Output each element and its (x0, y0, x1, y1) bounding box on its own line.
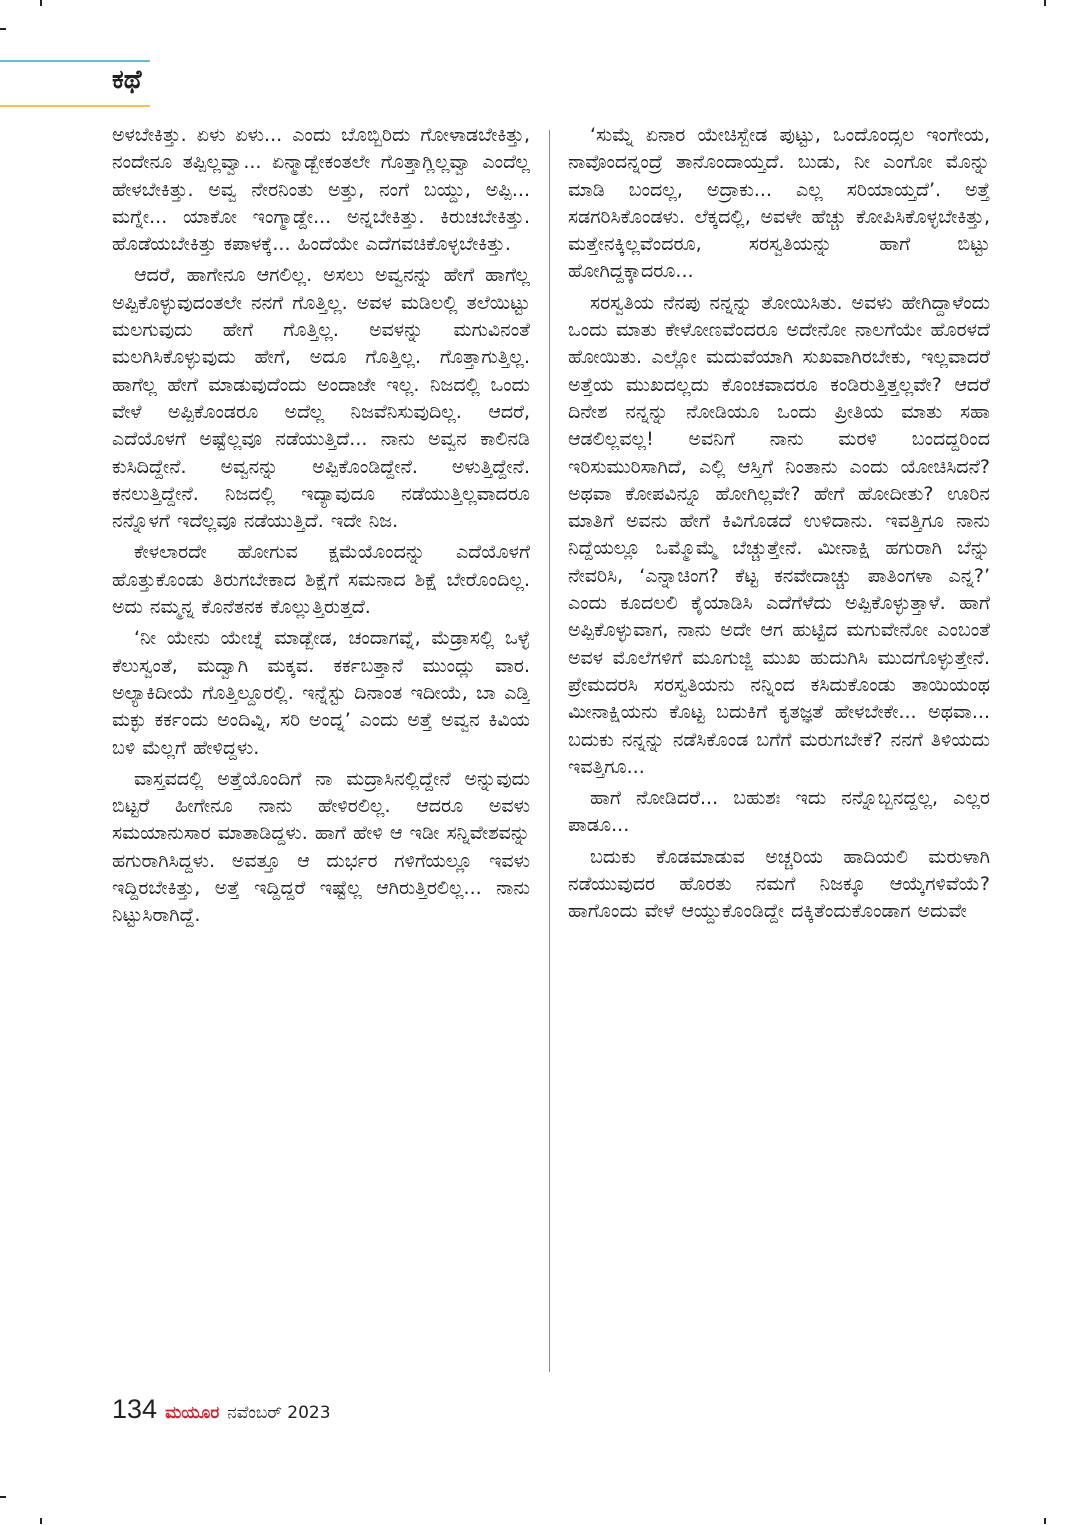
article-paragraph: ಕೇಳಲಾರದೇ ಹೋಗುವ ಕ್ಷಮೆಯೊಂದನ್ನು ಎದೆಯೊಳಗೆ ಹೊತ್ತುಕೊಂಡು ತಿರುಗಬೇಕಾದ ಶಿಕ್ಷೆಗೆ ಸಮನಾದ ಶಿಕ್ಷೆ ಬೇರೊಂದಿಲ್ಲ. ಅದು ನಮ್ಮನ್ನ ಕೊನೆತನಕ ಕೊಲ್ಲುತ್ತಿರುತ್ತದೆ. (112, 541, 530, 619)
right-column (568, 122, 990, 1384)
crop-mark-bottom-left-vertical (40, 1518, 42, 1524)
page-footer (112, 1394, 331, 1430)
article-paragraph: ‘ನೀ ಯೇನು ಯೇಚ್ನೆ ಮಾಡ್ಬೇಡ, ಚಂದಾಗವ್ನೆ, ಮೆಡ್ರಾಸಲ್ಲಿ ಒಳ್ಳೆ ಕೆಲುಸ್ವಂತೆ, ಮದ್ವಾಗಿ ಮಕ್ಕವ. ಕರ್ಕಬತ್ತಾನೆ ಮುಂದ್ಲು ವಾರ. ಅಲ್ಯಾಕಿದೀಯೆ ಗೊತ್ತಿಲ್ದೂರಲ್ಲಿ. ಇನ್ನೆಸ್ಟು ದಿನಾಂತ ಇದೀಯೆ, ಬಾ ಎಡ್ತಿ ಮಕ್ಳು ಕರ್ಕಂದು ಅಂದಿವ್ನಿ, ಸರಿ ಅಂದ್ನ’ ಎಂದು ಅತ್ತೆ ಅವ್ವನ ಕಿವಿಯ ಬಳಿ ಮೆಲ್ಲಗೆ ಹೇಳಿದ್ದಳು. (112, 627, 530, 759)
article-paragraph: ಅಳಬೇಕಿತ್ತು. ಏಳು ಏಳು... ಎಂದು ಬೊಬ್ಬಿರಿದು ಗೋಳಾಡಬೇಕಿತ್ತು, ನಂದೇನೂ ತಪ್ಪಿಲ್ಲವ್ವಾ... ಏನ್ಮಾಡ್ಬೇಕಂತಲೇ ಗೊತ್ತಾಗ್ಲಿಲ್ಲವ್ವಾ ಎಂದೆಲ್ಲ ಹೇಳಬೇಕಿತ್ತು. ಅವ್ವ ನೇರನಿಂತು ಅತ್ತು, ನಂಗೆ ಬಯ್ದು, ಅಪ್ಪಿ... ಮಗ್ನೇ... ಯಾಕೋ ಇಂಗ್ಮಾಡ್ದೇ... ಅನ್ನಬೇಕಿತ್ತು. ಕಿರುಚಬೇಕಿತ್ತು. ಹೊಡೆಯಬೇಕಿತ್ತು ಕಪಾಳಕ್ಕೆ... ಹಿಂದೆಯೇ ಎದೆಗವಚಿಕೊಳ್ಳಬೇಕಿತ್ತು. (112, 124, 530, 256)
crop-mark-top-right (1044, 0, 1046, 6)
section-title: ಕಥೆ (112, 65, 142, 95)
crop-mark-bottom-right (1044, 1518, 1046, 1524)
crop-mark-bottom-left (0, 1496, 6, 1498)
article-paragraph: ಸರಸ್ವತಿಯ ನೆನಪು ನನ್ನನ್ನು ತೋಯಿಸಿತು. ಅವಳು ಹೇಗಿದ್ದಾಳೆಂದು ಒಂದು ಮಾತು ಕೇಳೋಣವೆಂದರೂ ಅದೇನೋ ನಾಲಗೆಯೇ ಹೊರಳದೆ ಹೋಯಿತು. ಎಲ್ಲೋ ಮದುವೆಯಾಗಿ ಸುಖವಾಗಿರಬೇಕು, ಇಲ್ಲವಾದರೆ ಅತ್ತೆಯ ಮುಖದಲ್ಲದು ಕೊಂಚವಾದರೂ ಕಂಡಿರುತ್ತಿತ್ತಲ್ಲವೇ? ಆದರೆ ದಿನೇಶ ನನ್ನನ್ನು ನೋಡಿಯೂ ಒಂದು ಪ್ರೀತಿಯ ಮಾತು ಸಹಾ ಆಡಲಿಲ್ಲವಲ್ಲ! ಅವನಿಗೆ ನಾನು ಮರಳಿ ಬಂದದ್ದರಿಂದ ಇರಿಸುಮುರಿಸಾಗಿದೆ, ಎಲ್ಲಿ ಆಸ್ತಿಗೆ ನಿಂತಾನು ಎಂದು ಯೋಚಿಸಿದನೆ? ಅಥವಾ ಕೋಪವಿನ್ನೂ ಹೋಗಿಲ್ಲವೇ? ಹೇಗೆ ಹೋದೀತು? ಊರಿನ ಮಾತಿಗೆ ಅವನು ಹೇಗೆ ಕಿವಿಗೊಡದೆ ಉಳಿದಾನು. ಇವತ್ತಿಗೂ ನಾನು ನಿದ್ದೆಯಲ್ಲೂ ಒಮ್ಮೊಮ್ಮೆ ಬೆಚ್ಚುತ್ತೇನೆ. ಮೀನಾಕ್ಷಿ ಹಗುರಾಗಿ ಬೆನ್ನು ನೇವರಿಸಿ, ‘ಎನ್ನಾಚಿಂಗ? ಕೆಟ್ಟ ಕನವೇದಾಚ್ಚು ಪಾತಿಂಗಳಾ ಎನ್ನ?’ ಎಂದು ಕೂದಲಲಿ ಕೈಯಾಡಿಸಿ ಎದೆಗೆಳೆದು ಅಪ್ಪಿಕೊಳ್ಳುತ್ತಾಳೆ. ಹಾಗೆ ಅಪ್ಪಿಕೊಳ್ಳುವಾಗ, ನಾನು ಅದೇ ಆಗ ಹುಟ್ಟಿದ ಮಗುವೇನೋ ಎಂಬಂತೆ ಅವಳ ಮೊಲೆಗಳಿಗೆ ಮೂಗುಜ್ಜಿ ಮುಖ ಹುದುಗಿಸಿ ಮುದಗೊಳ್ಳುತ್ತೇನೆ. ಪ್ರೇಮದರಸಿ ಸರಸ್ವತಿಯನು ನನ್ನಿಂದ ಕಸಿದುಕೊಂಡು ತಾಯಿಯಂಥ ಮೀನಾಕ್ಷಿಯನು ಕೊಟ್ಟ ಬದುಕಿಗೆ ಕೃತಜ್ಞತೆ ಹೇಳಬೇಕೇ... ಅಥವಾ... ಬದುಕು ನನ್ನನ್ನು ನಡೆಸಿಕೊಂಡ ಬಗೆಗೆ ಮರುಗಬೇಕೆ? ನನಗೆ ತಿಳಿಯದು ಇವತ್ತಿಗೂ... (568, 291, 990, 778)
article-paragraph: ಆದರೆ, ಹಾಗೇನೂ ಆಗಲಿಲ್ಲ. ಅಸಲು ಅವ್ವನನ್ನು ಹೇಗೆ ಹಾಗೆಲ್ಲ ಅಪ್ಪಿಕೊಳ್ಳುವುದಂತಲೇ ನನಗೆ ಗೊತ್ತಿಲ್ಲ. ಅವಳ ಮಡಿಲಲ್ಲಿ ತಲೆಯಿಟ್ಟು ಮಲಗುವುದು ಹೇಗೆ ಗೊತ್ತಿಲ್ಲ. ಅವಳನ್ನು ಮಗುವಿನಂತೆ ಮಲಗಿಸಿಕೊಳ್ಳುವುದು ಹೇಗೆ, ಅದೂ ಗೊತ್ತಿಲ್ಲ. ಗೊತ್ತಾಗುತ್ತಿಲ್ಲ. ಹಾಗೆಲ್ಲ ಹೇಗೆ ಮಾಡುವುದೆಂದು ಅಂದಾಜೇ ಇಲ್ಲ. ನಿಜದಲ್ಲಿ ಒಂದು ವೇಳೆ ಅಪ್ಪಿಕೊಂಡರೂ ಅದೆಲ್ಲ ನಿಜವೆನಿಸುವುದಿಲ್ಲ. ಆದರೆ, ಎದೆಯೊಳಗೆ ಅಷ್ಟೆಲ್ಲವೂ ನಡೆಯುತ್ತಿದೆ... ನಾನು ಅವ್ವನ ಕಾಲಿನಡಿ ಕುಸಿದಿದ್ದೇನೆ. ಅವ್ವನನ್ನು ಅಪ್ಪಿಕೊಂಡಿದ್ದೇನೆ. ಅಳುತ್ತಿದ್ದೇನೆ. ಕನಲುತ್ತಿದ್ದೇನೆ. ನಿಜದಲ್ಲಿ ಇದ್ಯಾವುದೂ ನಡೆಯುತ್ತಿಲ್ಲವಾದರೂ ನನ್ನೊಳಗೆ ಇದೆಲ್ಲವೂ ನಡೆಯುತ್ತಿದೆ. ಇದೇ ನಿಜ. (112, 264, 530, 533)
article-paragraph: ವಾಸ್ತವದಲ್ಲಿ ಅತ್ತೆಯೊಂದಿಗೆ ನಾ ಮದ್ರಾಸಿನಲ್ಲಿದ್ದೇನೆ ಅನ್ನುವುದು ಬಿಟ್ಟರೆ ಹೀಗೇನೂ ನಾನು ಹೇಳಿರಲಿಲ್ಲ. ಆದರೂ ಅವಳು ಸಮಯಾನುಸಾರ ಮಾತಾಡಿದ್ದಳು. ಹಾಗೆ ಹೇಳಿ ಆ ಇಡೀ ಸನ್ನಿವೇಶವನ್ನು ಹಗುರಾಗಿಸಿದ್ದಳು. ಅವತ್ತೂ ಆ ದುರ್ಭರ ಗಳಿಗೆಯಲ್ಲೂ ಇವಳು ಇದ್ದಿರಬೇಕಿತ್ತು, ಅತ್ತೆ ಇದ್ದಿದ್ದರೆ ಇಷ್ಟೆಲ್ಲ ಆಗಿರುತ್ತಿರಲಿಲ್ಲ... ನಾನು ನಿಟ್ಟುಸಿರಾಗಿದ್ದೆ. (112, 767, 530, 927)
left-column (112, 122, 530, 1384)
header-rule-bottom (0, 105, 150, 107)
magazine-name: ಮಯೂರ (165, 1403, 220, 1423)
page-number: 134 (112, 1394, 158, 1424)
issue-date: ನವೆಂಬರ್ 2023 (227, 1403, 331, 1423)
article-paragraph: ಬದುಕು ಕೊಡಮಾಡುವ ಅಚ್ಚರಿಯ ಹಾದಿಯಲಿ ಮರುಳಾಗಿ ನಡೆಯುವುದರ ಹೊರತು ನಮಗೆ ನಿಜಕ್ಕೂ ಆಯ್ಕೆಗಳಿವೆಯೆ? ಹಾಗೊಂದು ವೇಳೆ ಆಯ್ದುಕೊಂಡಿದ್ದೇ ದಕ್ಕಿತೆಂದುಕೊಂಡಾಗ ಅದುವೇ (568, 845, 990, 923)
crop-mark-top-left (0, 28, 6, 30)
column-divider (549, 130, 550, 1372)
article-paragraph: ಹಾಗೆ ನೋಡಿದರೆ... ಬಹುಶಃ ಇದು ನನ್ನೊಬ್ಬನದ್ದಲ್ಲ, ಎಲ್ಲರ ಪಾಡೂ... (568, 787, 990, 837)
article-paragraph: ‘ಸುಮ್ನೆ ಏನಾರ ಯೇಚಿಸ್ಬೇಡ ಪುಟ್ಟು, ಒಂದೊಂದ್ಸಲ ಇಂಗೇಯ, ನಾವೊಂದನ್ನಂದ್ರೆ ತಾನೊಂದಾಯ್ತದೆ. ಬುಡು, ನೀ ಎಂಗೋ ಮೊನ್ನು ಮಾಡಿ ಬಂದಲ್ಲ, ಅದ್ರಾಕು... ಎಲ್ಲ ಸರಿಯಾಯ್ತದೆ’. ಅತ್ತೆ ಸಡಗರಿಸಿಕೊಂಡಳು. ಲೆಕ್ಕದಲ್ಲಿ, ಅವಳೇ ಹೆಚ್ಚು ಕೋಪಿಸಿಕೊಳ್ಳಬೇಕಿತ್ತು, ಮತ್ತೇನಕ್ಕಿಲ್ಲವೆಂದರೂ, ಸರಸ್ವತಿಯನ್ನು ಹಾಗೆ ಬಿಟ್ಟು ಹೋಗಿದ್ದಕ್ಕಾದರೂ... (568, 124, 990, 283)
crop-mark-top-left-vertical (40, 0, 42, 6)
